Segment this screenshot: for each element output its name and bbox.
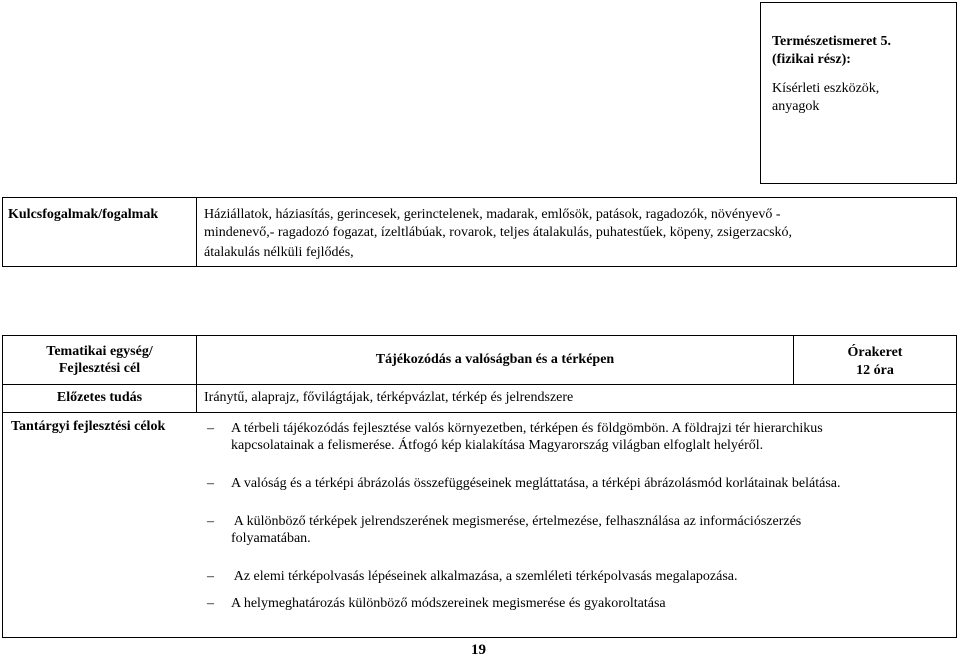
subject-title-line2: (fizikai rész): bbox=[772, 52, 851, 67]
prior-knowledge-text: Iránytű, alaprajz, fővilágtájak, térképvázlat, térkép és jelrendszere bbox=[204, 390, 574, 405]
unit-row-divider-1 bbox=[3, 384, 956, 385]
top-right-box bbox=[760, 2, 957, 184]
goal-dash: – bbox=[207, 596, 214, 611]
hours-label: Órakeret bbox=[847, 345, 903, 360]
unit-label-line2: Fejlesztési cél bbox=[58, 361, 141, 376]
goal-item-3-line2: folyamatában. bbox=[231, 531, 311, 546]
goal-item-3-line1: A különböző térképek jelrendszerének megismerése, értelmezése, felhasználása az információszerzés bbox=[231, 514, 802, 529]
unit-row-divider-2 bbox=[3, 412, 956, 413]
keywords-text-line3: átalakulás nélküli fejlődés, bbox=[204, 245, 354, 260]
tools-line1: Kísérleti eszközök, bbox=[772, 81, 880, 96]
subject-title-line1: Természetismeret 5. bbox=[772, 34, 891, 49]
prior-knowledge-label: Előzetes tudás bbox=[56, 390, 143, 405]
goal-item-2-line1: A valóság és a térképi ábrázolás összefüggéseinek megláttatása, a térképi ábrázolásmód korlátainak belátása. bbox=[231, 476, 841, 491]
keywords-text-line1: Háziállatok, háziasítás, gerincesek, gerinctelenek, madarak, emlősök, patások, ragadozók, növényevő - bbox=[204, 207, 781, 222]
tools-line2: anyagok bbox=[772, 99, 820, 114]
goal-dash: – bbox=[207, 514, 214, 529]
unit-left-divider bbox=[196, 336, 197, 412]
unit-label-line1: Tematikai egység/ bbox=[46, 344, 153, 359]
unit-table bbox=[2, 335, 957, 638]
goal-item-1-line2: kapcsolatainak a felismerése. Átfogó kép kialakítása Magyarország világban elfoglalt helyéről. bbox=[231, 438, 764, 453]
hours-value: 12 óra bbox=[856, 363, 894, 378]
page-number: 19 bbox=[471, 642, 486, 658]
goal-dash: – bbox=[207, 569, 214, 584]
goal-dash: – bbox=[207, 421, 214, 436]
goal-item-4-line1: Az elemi térképolvasás lépéseinek alkalmazása, a szemléleti térképolvasás megalapozása. bbox=[231, 569, 738, 584]
goal-item-1-line1: A térbeli tájékozódás fejlesztése valós környezetben, térképen és földgömbön. A földrajzi tér hierarchikus bbox=[231, 421, 823, 436]
goal-dash: – bbox=[207, 476, 214, 491]
unit-title: Tájékozódás a valóságban és a térképen bbox=[375, 352, 615, 367]
keywords-divider bbox=[196, 198, 197, 266]
keywords-table bbox=[2, 197, 957, 267]
keywords-label: Kulcsfogalmak/fogalmak bbox=[8, 207, 159, 222]
goals-label: Tantárgyi fejlesztési célok bbox=[11, 419, 166, 434]
keywords-text-line2: mindenevő,- ragadozó fogazat, ízeltlábúak, rovarok, teljes átalakulás, puhatestűek, köpeny, zsigerzacskó, bbox=[204, 225, 793, 240]
goal-item-5-line1: A helymeghatározás különböző módszereinek megismerése és gyakoroltatása bbox=[231, 596, 666, 611]
